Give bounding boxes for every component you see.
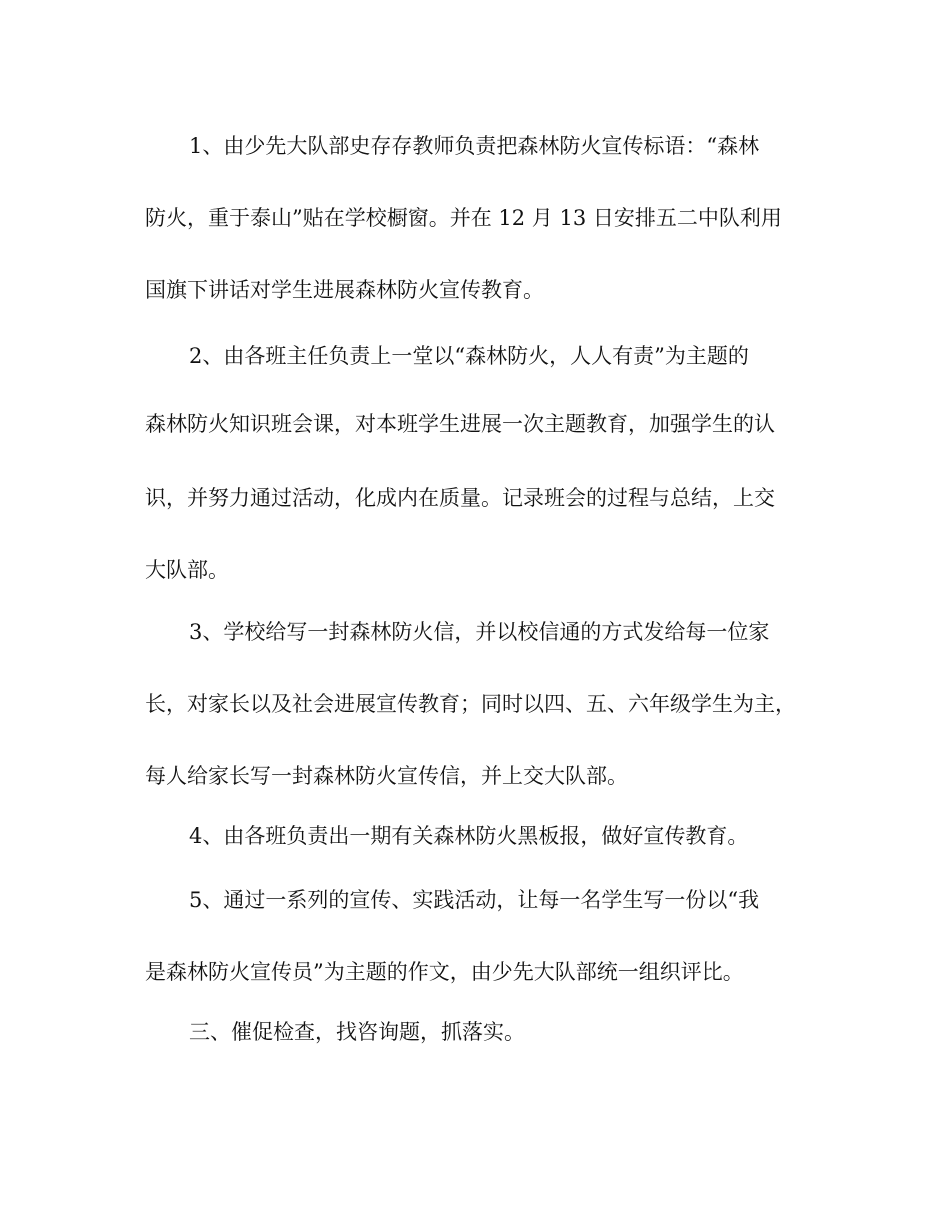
- paragraph-4-line-1: 4、由各班负责出一期有关森林防火黑板报，做好宣传教育。: [189, 824, 749, 848]
- paragraph-3-line-2: 长，对家长以及社会进展宣传教育；同时以四、五、六年级学生为主，: [145, 692, 796, 716]
- paragraph-2-line-3: 识，并努力通过活动，化成内在质量。记录班会的过程与总结，上交: [145, 486, 775, 510]
- paragraph-3-line-1: 3、学校给写一封森林防火信，并以校信通的方式发给每一位家: [189, 620, 770, 644]
- paragraph-1-line-1: 1、由少先大队部史存存教师负责把森林防火宣传标语：“森林: [189, 134, 760, 158]
- paragraph-2-line-1: 2、由各班主任负责上一堂以“森林防火，人人有责”为主题的: [189, 344, 749, 368]
- paragraph-1-line-2: 防火，重于泰山”贴在学校橱窗。并在 12 月 13 日安排五二中队利用: [145, 206, 782, 230]
- paragraph-3-line-3: 每人给家长写一封森林防火宣传信，并上交大队部。: [145, 764, 628, 788]
- paragraph-5-line-1: 5、通过一系列的宣传、实践活动，让每一名学生写一份以“我: [189, 888, 760, 912]
- paragraph-2-line-4: 大队部。: [145, 558, 229, 582]
- paragraph-5-line-2: 是森林防火宣传员”为主题的作文，由少先大队部统一组织评比。: [145, 960, 744, 984]
- paragraph-1-line-3: 国旗下讲话对学生进展森林防火宣传教育。: [145, 278, 544, 302]
- section-heading-three: 三、催促检查，找咨询题，抓落实。: [189, 1020, 525, 1044]
- paragraph-2-line-2: 森林防火知识班会课，对本班学生进展一次主题教育，加强学生的认: [145, 412, 775, 436]
